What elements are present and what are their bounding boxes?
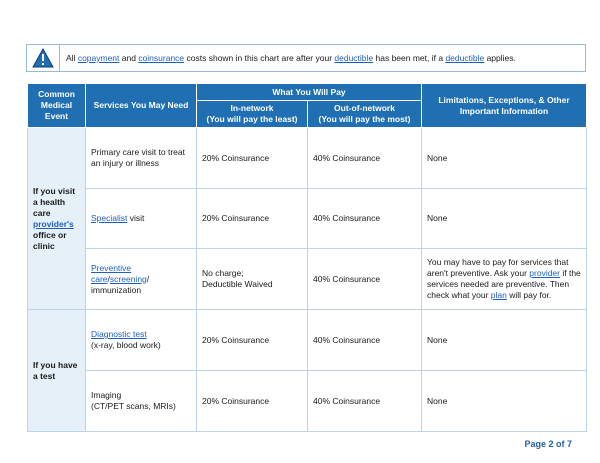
out-network-cell: 40% Coinsurance [308,310,422,371]
coverage-table [27,83,587,432]
event-have-test: If you have a test [28,310,86,432]
table-row [28,249,587,310]
table-row [28,128,587,189]
in-network-cell: 20% Coinsurance [197,128,308,189]
header-event: Common Medical Event [28,84,86,128]
deductible-link[interactable]: deductible [334,53,374,63]
header-limitations: Limitations, Exceptions, & Other Important Information [422,84,587,128]
service-cell: Specialist visit [86,189,197,249]
coinsurance-link[interactable]: coinsurance [138,53,185,63]
notice-text: All copayment and coinsurance costs shown in this chart are after your deductible has been met, if a deductible applies. [66,53,516,63]
specialist-link[interactable]: Specialist [91,213,128,223]
table-row [28,371,587,432]
in-network-cell: 20% Coinsurance [197,310,308,371]
warning-icon [27,45,60,71]
copayment-link[interactable]: copayment [77,53,120,63]
in-network-cell: 20% Coinsurance [197,189,308,249]
header-services: Services You May Need [86,84,197,128]
diagnostic-test-link[interactable]: Diagnostic test [91,329,147,339]
table-row [28,310,587,371]
limitations-cell: You may have to pay for services that aren't preventive. Ask your provider if the services needed are preventive. Then check what your plan will pay for. [422,249,587,310]
table-row [28,189,587,249]
service-cell: Primary care visit to treat an injury or illness [86,128,197,189]
service-cell: Imaging (CT/PET scans, MRIs) [86,371,197,432]
out-network-cell: 40% Coinsurance [308,371,422,432]
out-network-cell: 40% Coinsurance [308,249,422,310]
page-number: Page 2 of 7 [524,439,572,449]
limitations-cell: None [422,371,587,432]
preventive-care-link[interactable]: Preventive care [91,262,132,284]
limitations-cell: None [422,189,587,249]
in-network-cell: No charge; Deductible Waived [197,249,308,310]
limitations-cell: None [422,128,587,189]
deductible-notice [26,44,586,72]
out-network-cell: 40% Coinsurance [308,128,422,189]
service-cell: Preventive care/screening/ immunization [86,249,197,310]
provider-link[interactable]: provider's [33,218,74,229]
provider-link-2[interactable]: provider [529,268,560,278]
deductible-link-2[interactable]: deductible [445,53,485,63]
limitations-cell: None [422,310,587,371]
plan-link[interactable]: plan [490,290,507,300]
header-what-you-pay: What You Will Pay [197,84,422,101]
screening-link[interactable]: screening [109,273,147,284]
event-provider-visit: If you visit a health care provider's office or clinic [28,128,86,310]
header-in-network: In-network (You will pay the least) [197,101,308,128]
out-network-cell: 40% Coinsurance [308,189,422,249]
service-cell: Diagnostic test (x-ray, blood work) [86,310,197,371]
in-network-cell: 20% Coinsurance [197,371,308,432]
header-out-network: Out-of-network (You will pay the most) [308,101,422,128]
